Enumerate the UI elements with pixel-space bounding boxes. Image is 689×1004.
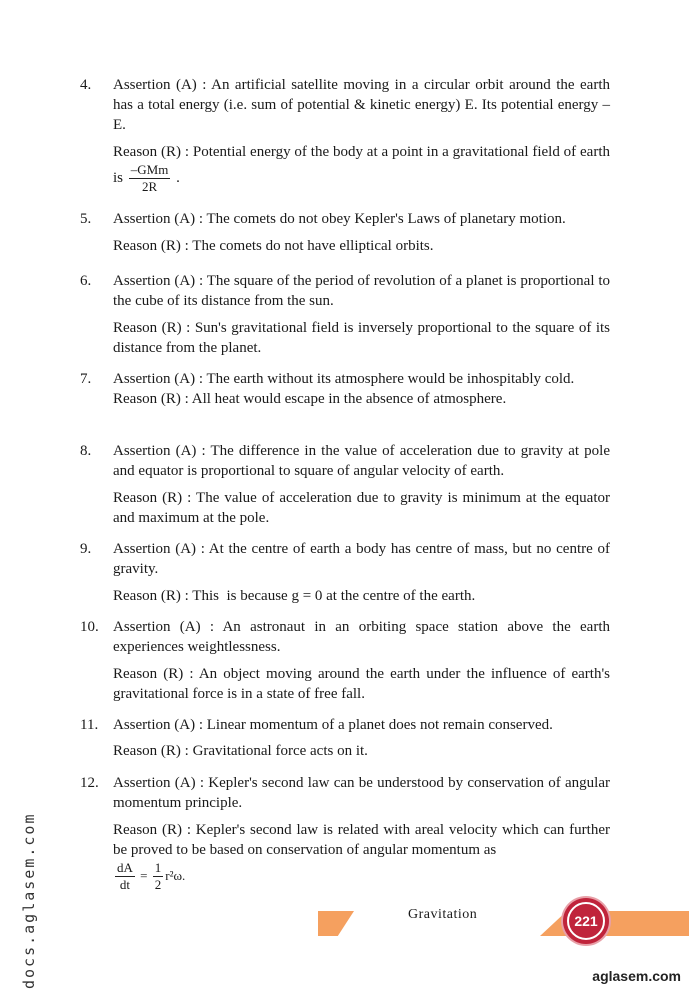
denominator: 2 bbox=[154, 877, 162, 892]
chapter-title: Gravitation bbox=[408, 907, 478, 922]
question-number: 6. bbox=[80, 273, 92, 289]
assertion: Assertion (A) : The difference in the value of acceleration due to gravity at pole and equator is proportional to square of angular velocity of earth. bbox=[113, 443, 610, 479]
question-number: 8. bbox=[80, 443, 92, 459]
question-6 bbox=[80, 271, 610, 358]
reason: Reason (R) : The value of acceleration due to gravity is minimum at the equator and maximum at the pole. bbox=[113, 490, 610, 526]
numerator: 1 bbox=[154, 860, 162, 875]
question-5 bbox=[80, 209, 610, 256]
question-number: 10. bbox=[80, 619, 99, 635]
question-number: 4. bbox=[80, 77, 92, 93]
assertion: Assertion (A) : An artificial satellite moving in a circular orbit around the earth has a total energy (i.e. sum of potential & kinetic energy) E. Its potential energy –E. bbox=[113, 77, 610, 133]
question-number: 12. bbox=[80, 775, 99, 791]
reason: Reason (R) : Sun's gravitational field is inversely proportional to the square of its distance from the planet. bbox=[113, 320, 610, 356]
question-4 bbox=[80, 75, 610, 195]
reason bbox=[113, 142, 610, 195]
question-12 bbox=[80, 773, 610, 893]
fraction-da-dt bbox=[115, 860, 135, 893]
assertion: Assertion (A) : The earth without its atmosphere would be inhospitably cold. bbox=[113, 371, 575, 387]
formula-tail: r²ω. bbox=[165, 867, 186, 883]
reason: Reason (R) : Gravitational force acts on it. bbox=[113, 743, 368, 759]
question-10 bbox=[80, 617, 610, 704]
assertion: Assertion (A) : An astronaut in an orbiting space station above the earth experiences weightlessness. bbox=[113, 619, 610, 655]
fraction-half bbox=[153, 860, 164, 893]
reason: Reason (R) : All heat would escape in the absence of atmosphere. bbox=[113, 391, 507, 407]
reason: Reason (R) : An object moving around the earth under the influence of earth's gravitational force is in a state of free fall. bbox=[113, 666, 610, 702]
fraction bbox=[129, 162, 171, 195]
equals: = bbox=[136, 867, 151, 883]
question-9 bbox=[80, 539, 610, 606]
denominator: dt bbox=[119, 877, 130, 892]
assertion: Assertion (A) : At the centre of earth a body has centre of mass, but no centre of gravity. bbox=[113, 541, 610, 577]
reason bbox=[113, 820, 610, 893]
numerator: dA bbox=[117, 860, 133, 875]
question-8 bbox=[80, 441, 610, 528]
side-watermark-text: docs.aglasem.com bbox=[20, 812, 38, 989]
denominator: 2R bbox=[141, 179, 158, 194]
question-number: 5. bbox=[80, 211, 92, 227]
formula bbox=[113, 860, 610, 893]
site-logo-text: aglasem.com bbox=[592, 968, 681, 984]
assertion: Assertion (A) : The square of the period of revolution of a planet is proportional to the cube of its distance from the sun. bbox=[113, 273, 610, 309]
reason: Reason (R) : The comets do not have elliptical orbits. bbox=[113, 238, 434, 254]
reason-text: Reason (R) : Kepler's second law is related with areal velocity which can further be proved to be based on conservation of angular momentum as bbox=[113, 822, 610, 858]
side-watermark bbox=[14, 812, 38, 995]
reason: Reason (R) : This is because g = 0 at the centre of the earth. bbox=[113, 588, 476, 604]
question-number: 7. bbox=[80, 371, 92, 387]
question-11 bbox=[80, 715, 610, 761]
assertion: Assertion (A) : Kepler's second law can be understood by conservation of angular momentum principle. bbox=[113, 775, 610, 811]
page-number: 221 bbox=[567, 902, 605, 940]
page-number-badge bbox=[563, 898, 609, 944]
footer-bar-left bbox=[318, 911, 354, 936]
reason-end: . bbox=[172, 169, 180, 186]
numerator: –GMm bbox=[130, 162, 169, 177]
question-number: 11. bbox=[80, 717, 99, 733]
reason-text: Reason (R) : Potential energy of the body at a point in a gravitational field of earth is bbox=[113, 144, 610, 186]
assertion: Assertion (A) : Linear momentum of a planet does not remain conserved. bbox=[113, 717, 553, 733]
question-number: 9. bbox=[80, 541, 92, 557]
assertion: Assertion (A) : The comets do not obey Kepler's Laws of planetary motion. bbox=[113, 211, 566, 227]
question-7 bbox=[80, 369, 610, 409]
